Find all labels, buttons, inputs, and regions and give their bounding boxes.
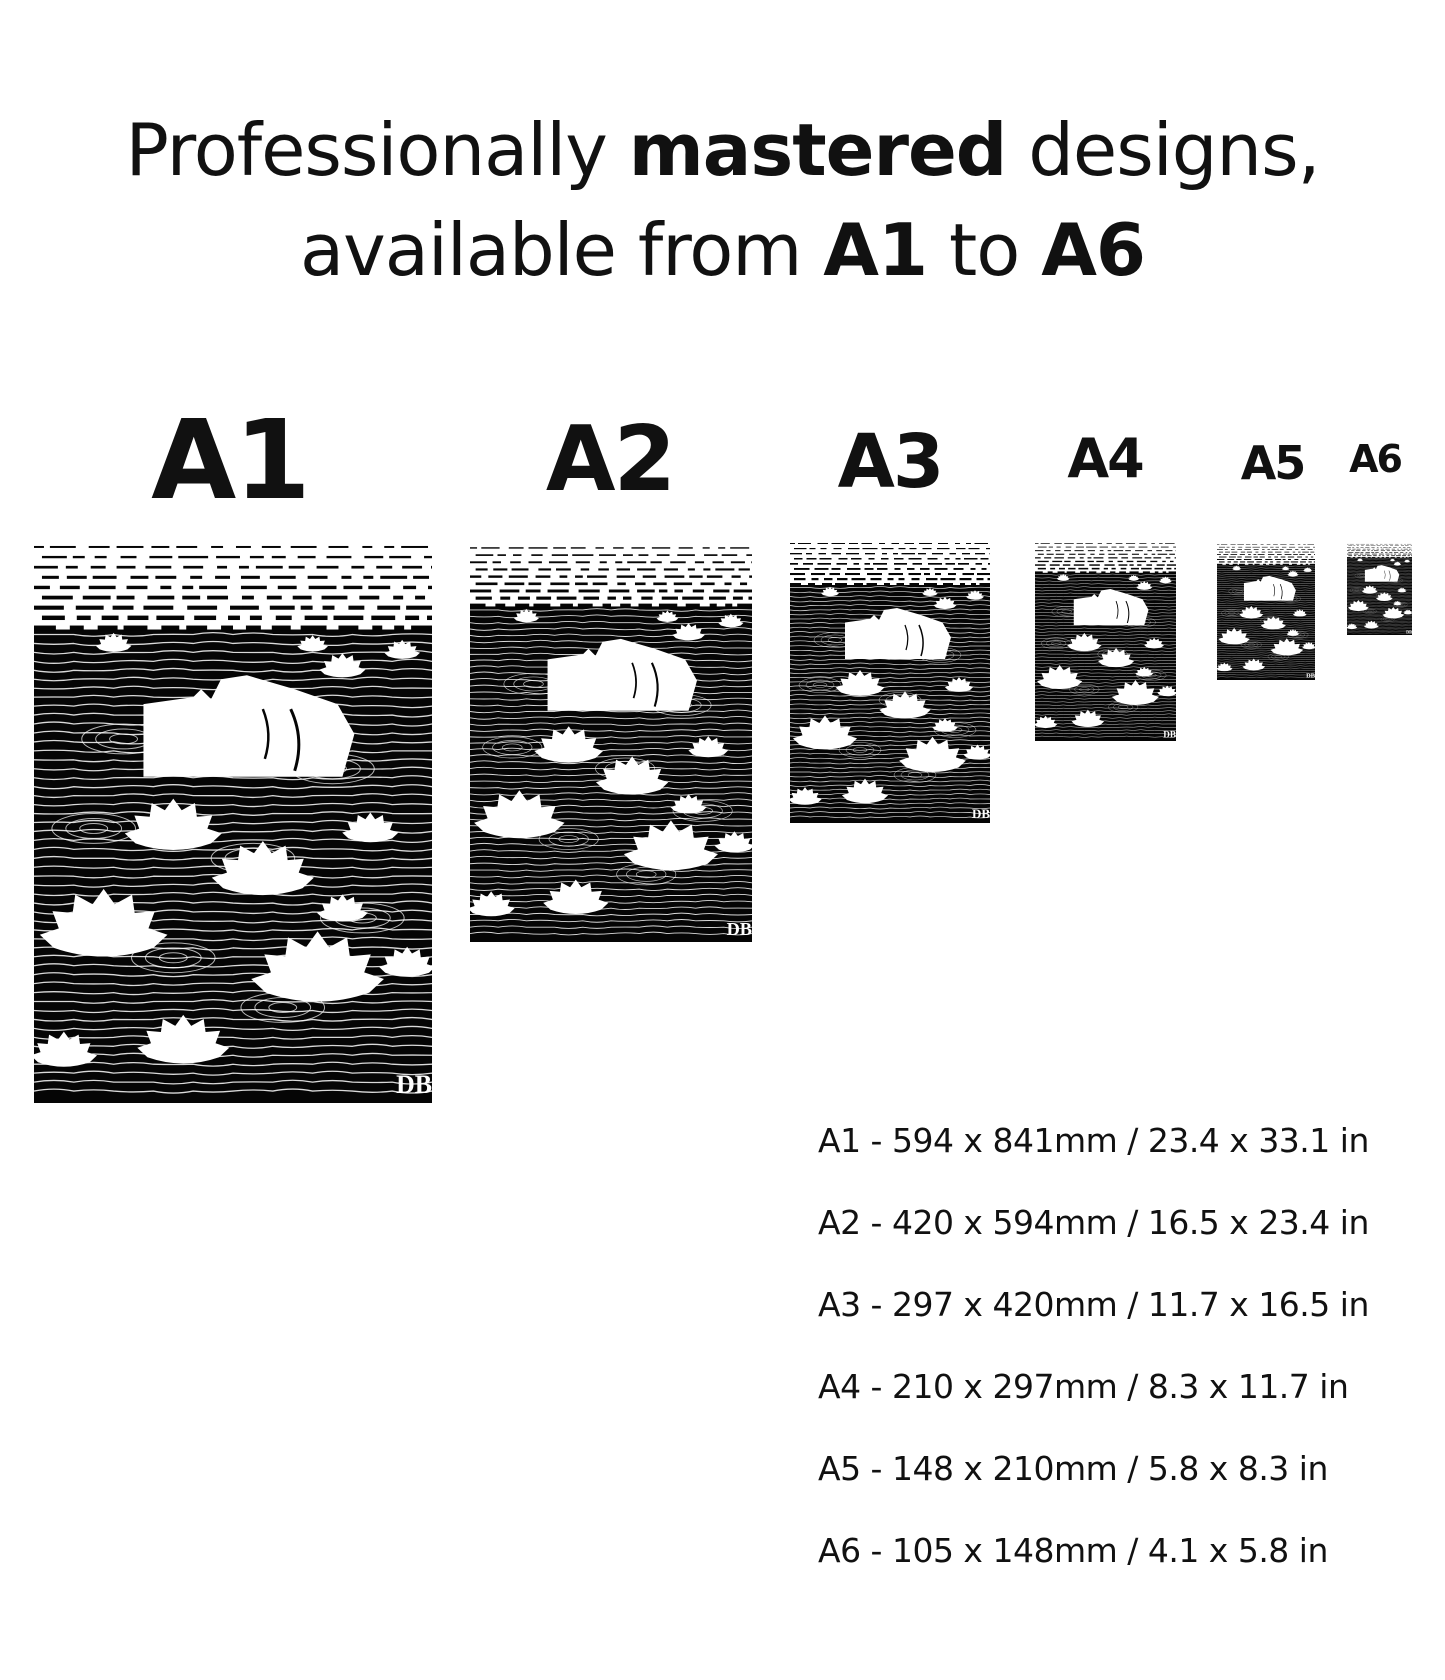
headline (0, 100, 1445, 300)
signature-monogram: DB (726, 918, 752, 939)
print-preview-a6 (1347, 543, 1412, 635)
size-label-a1: A1 (151, 396, 309, 524)
artwork-illustration (34, 540, 432, 1103)
artwork-illustration (1035, 541, 1176, 741)
headline-line-2 (0, 200, 1445, 300)
size-label-a3: A3 (837, 419, 943, 505)
headline-emphasis: mastered (628, 108, 1007, 192)
print-preview-a2 (470, 543, 752, 942)
signature-monogram: DB (1306, 672, 1315, 680)
size-spec-a2: A2 - 420 x 594mm / 16.5 x 23.4 in (818, 1203, 1369, 1242)
size-label-a5: A5 (1240, 436, 1305, 490)
signature-monogram: DB (971, 806, 990, 821)
print-preview-a4 (1035, 541, 1176, 741)
headline-emphasis: A1 (823, 208, 928, 292)
size-spec-a6: A6 - 105 x 148mm / 4.1 x 5.8 in (818, 1531, 1328, 1570)
size-spec-a5: A5 - 148 x 210mm / 5.8 x 8.3 in (818, 1449, 1328, 1488)
artwork-illustration (1217, 543, 1315, 680)
size-label-a4: A4 (1067, 427, 1143, 490)
print-preview-a1 (34, 540, 432, 1103)
signature-monogram: DB (1163, 729, 1176, 740)
size-spec-a3: A3 - 297 x 420mm / 11.7 x 16.5 in (818, 1285, 1369, 1324)
print-preview-a5 (1217, 543, 1315, 680)
size-label-a2: A2 (545, 407, 675, 512)
size-spec-a1: A1 - 594 x 841mm / 23.4 x 33.1 in (818, 1121, 1369, 1160)
headline-text: Professionally (125, 108, 629, 192)
size-spec-a4: A4 - 210 x 297mm / 8.3 x 11.7 in (818, 1367, 1349, 1406)
print-preview-a3 (790, 540, 990, 823)
artwork-illustration (1347, 543, 1412, 635)
headline-text: available from (299, 208, 824, 292)
artwork-illustration (790, 540, 990, 823)
headline-text: to (927, 208, 1042, 292)
size-spec-list (818, 1100, 1438, 1592)
headline-line-1 (0, 100, 1445, 200)
headline-text: designs, (1006, 108, 1320, 192)
signature-monogram: DB (1406, 629, 1412, 635)
artwork-illustration (470, 543, 752, 942)
size-label-a6: A6 (1349, 437, 1401, 481)
signature-monogram: DB (396, 1070, 432, 1100)
headline-emphasis: A6 (1041, 208, 1146, 292)
